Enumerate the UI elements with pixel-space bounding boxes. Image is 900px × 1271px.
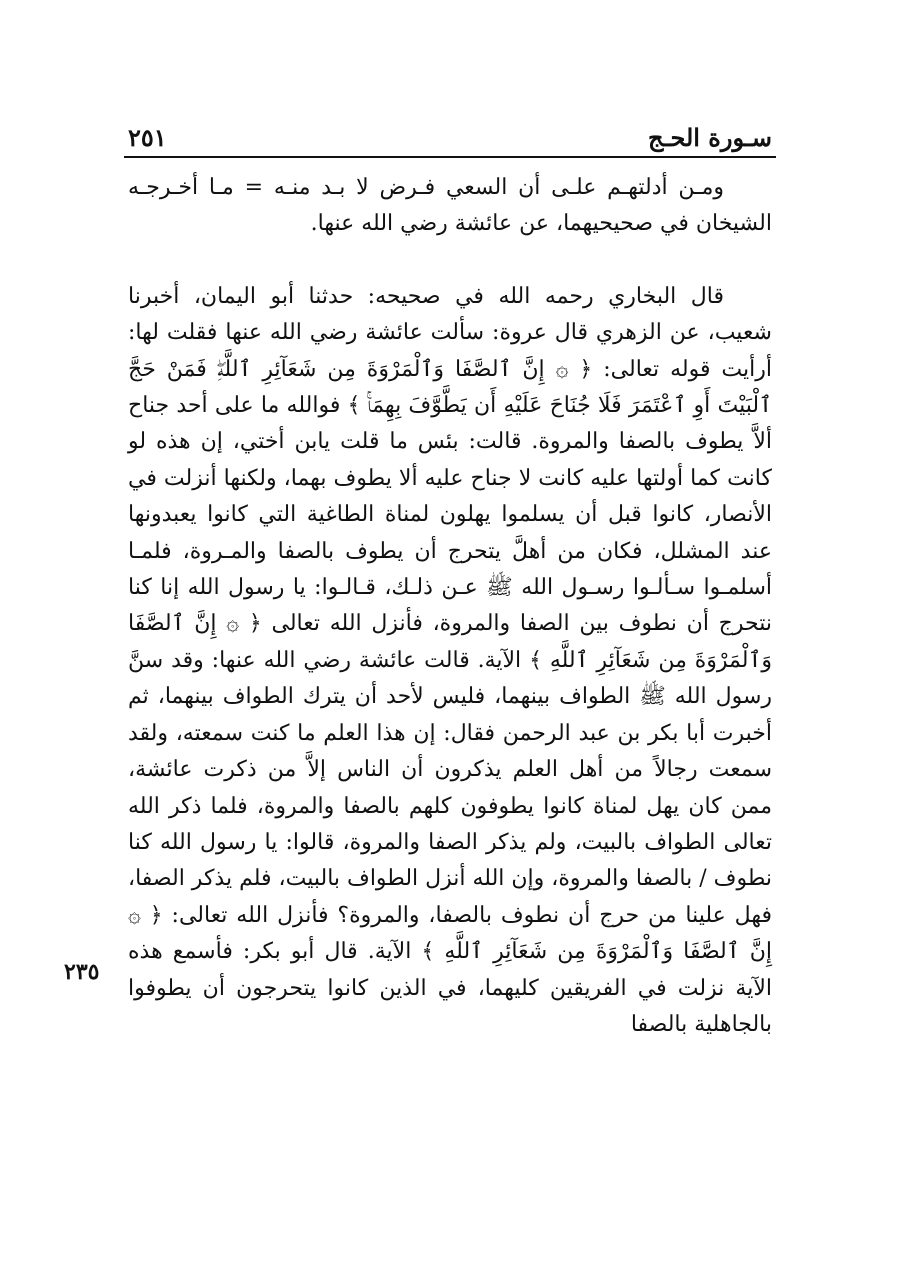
- page-number: ٢٥١: [128, 123, 167, 152]
- margin-page-reference: ٢٣٥: [64, 959, 100, 985]
- page-header: [128, 112, 772, 152]
- paragraph-bukhari-hadith: قال البخاري رحمه الله في صحيحه: حدثنا أبو اليمان، أخبرنا شعيب، عن الزهري قال عروة: سألت عائشة رضي الله عنها فقلت لها: أرأيت قوله تعالى: ﴿ ۞ إِنَّ ٱلصَّفَا وَٱلْمَرْوَةَ مِن شَعَآئِرِ ٱللَّهِۖ فَمَنْ حَجَّ ٱلْبَيْتَ أَوِ ٱعْتَمَرَ فَلَا جُنَاحَ عَلَيْهِ أَن يَطَّوَّفَ بِهِمَاۚ ﴾ فوالله ما على أحد جناح ألاَّ يطوف بالصفا والمروة. قالت: بئس ما قلت يابن أختي، إن هذه لو كانت كما أولتها عليه كانت لا جناح عليه ألا يطوف بهما، ولكنها أنزلت في الأنصار، كانوا قبل أن يسلموا يهلون لمناة الطاغية التي كانوا يعبدونها عند المشلل، فكان من أهلَّ يتحرج أن يطوف بالصفا والمـروة، فلمـا أسلمـوا سـألـوا رسـول الله ﷺ عـن ذلـك، قـالـوا: يا رسول الله إنا كنا نتحرج أن نطوف بين الصفا والمروة، فأنزل الله تعالى ﴿ ۞ إِنَّ ٱلصَّفَا وَٱلْمَرْوَةَ مِن شَعَآئِرِ ٱللَّهِ ﴾ الآية. قالت عائشة رضي الله عنها: وقد سنَّ رسول الله ﷺ الطواف بينهما، فليس لأحد أن يترك الطواف بينهما، ثم أخبرت أبا بكر بن عبد الرحمن فقال: إن هذا العلم ما كنت سمعته، ولقد سمعت رجالاً من أهل العلم يذكرون أن الناس إلاَّ من ذكرت عائشة، ممن كان يهل لمناة كانوا يطوفون كلهم بالصفا والمروة، فلما ذكر الله تعالى الطواف بالبيت، ولم يذكر الصفا والمروة، قالوا: يا رسول الله كنا نطوف / بالصفا والمروة، وإن الله أنزل الطواف بالبيت، فلم يذكر الصفا، فهل علينا من حرج أن نطوف بالصفا، والمروة؟ فأنزل الله تعالى: ﴿ ۞ إِنَّ ٱلصَّفَا وَٱلْمَرْوَةَ مِن شَعَآئِرِ ٱللَّهِ ﴾ الآية. قال أبو بكر: فأسمع هذه الآية نزلت في الفريقين كليهما، في الذين كانوا يتحرجون أن يطوفوا بالجاهلية بالصفا: [127, 283, 772, 1037]
- paragraph-evidence: ومـن أدلتهـم علـى أن السعي فـرض لا بـد منـه = مـا أخـرجـه الشيخان في صحيحيهما، عن عائشة رضي الله عنها.: [128, 175, 772, 237]
- header-rule: [124, 156, 776, 158]
- surah-title: سـورة الحـج: [647, 123, 772, 152]
- body-text: [128, 170, 772, 1043]
